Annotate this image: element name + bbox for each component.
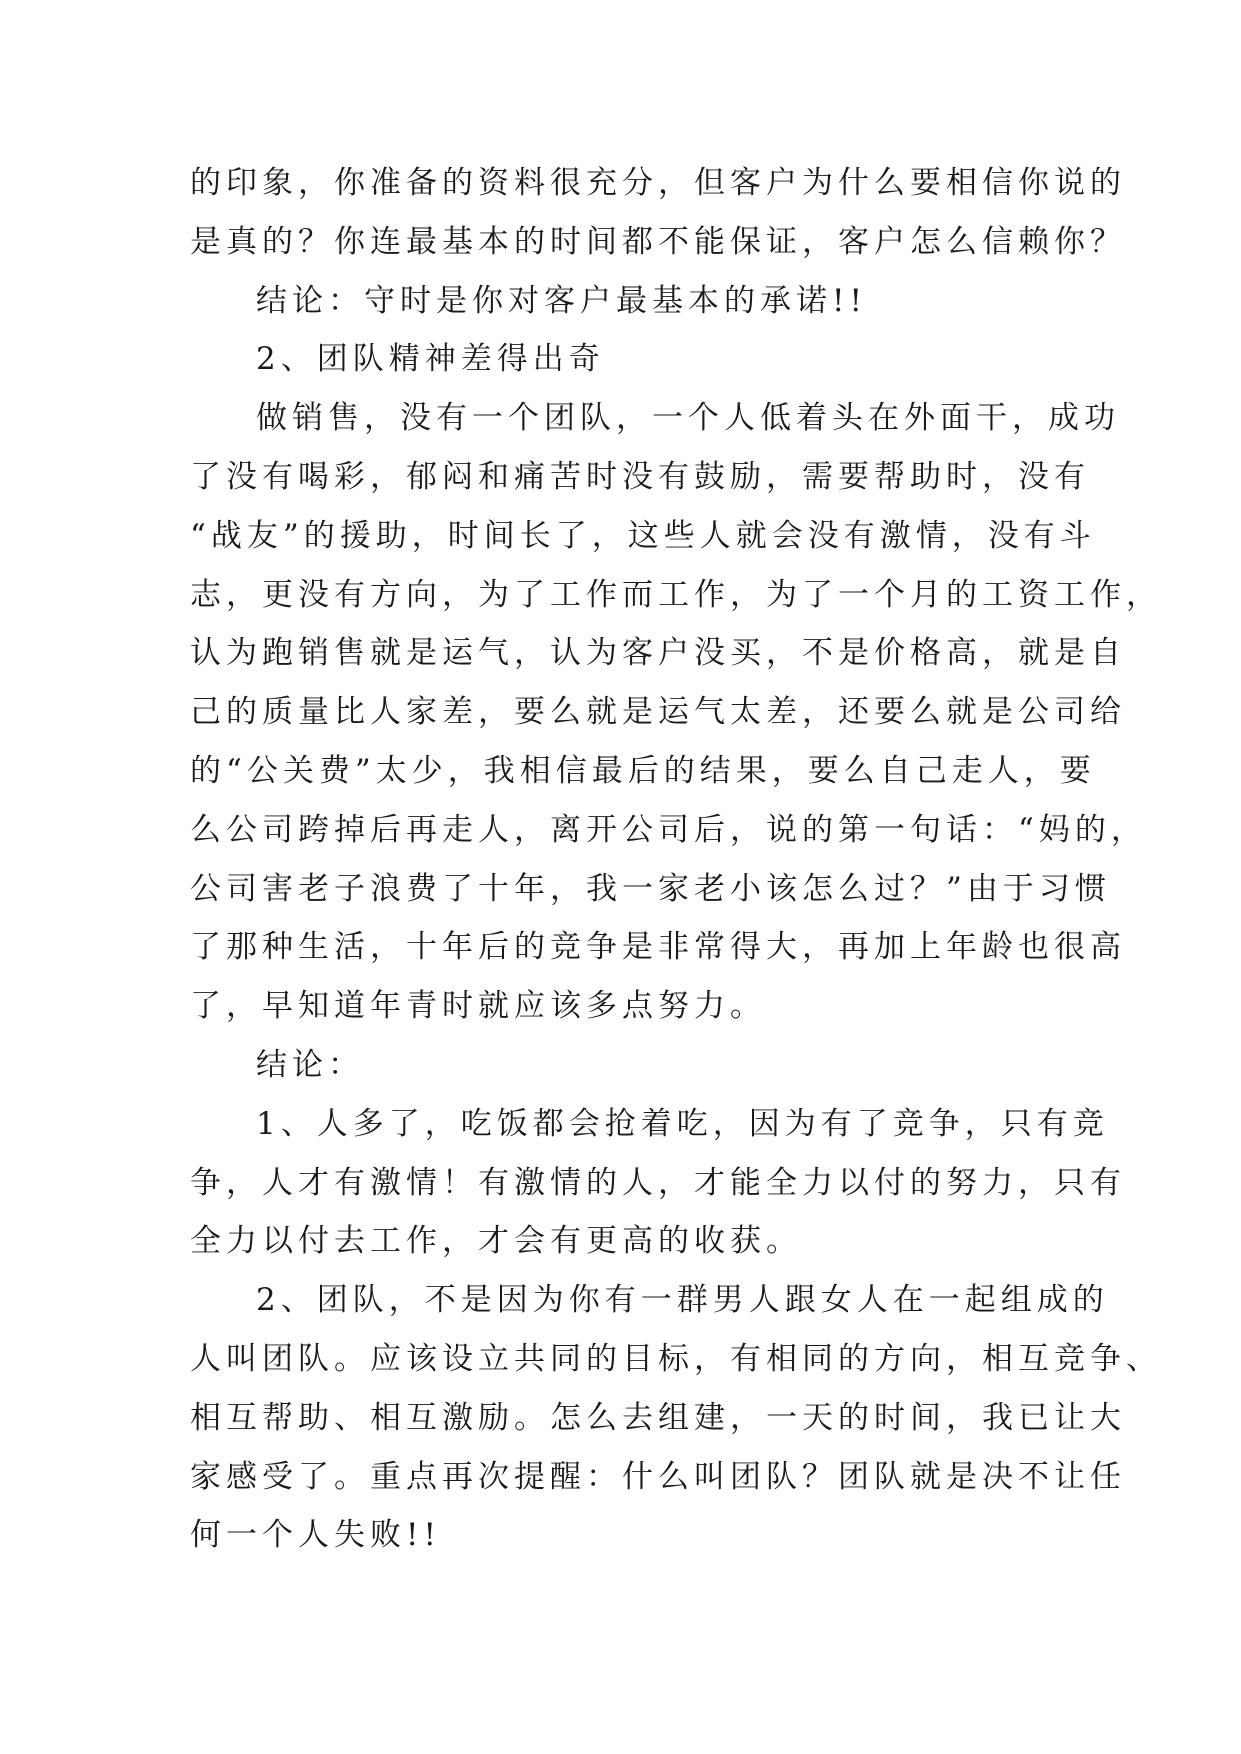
text-line: 争，人才有激情！有激情的人，才能全力以付的努力，只有 (190, 1164, 1126, 1201)
text-line: “战友”的援助，时间长了，这些人就会没有激情，没有斗 (190, 517, 1096, 554)
body-text (190, 154, 1162, 1565)
text-line: 的“公关费”太少，我相信最后的结果，要么自己走人，要 (190, 752, 1096, 789)
text-line: 相互帮助、相互激励。怎么去组建，一天的时间，我已让大 (190, 1399, 1126, 1436)
text-line: 是真的？你连最基本的时间都不能保证，客户怎么信赖你？ (190, 223, 1126, 260)
text-line: 2、团队精神差得出奇 (256, 341, 605, 378)
text-line: 结论：守时是你对客户最基本的承诺!! (256, 282, 867, 319)
text-line: 么公司跨掉后再走人，离开公司后，说的第一句话：“妈的， (190, 811, 1147, 848)
text-line: 了没有喝彩，郁闷和痛苦时没有鼓励，需要帮助时，没有 (190, 458, 1090, 495)
text-line: 结论： (256, 1046, 364, 1083)
text-line: 志，更没有方向，为了工作而工作，为了一个月的工资工作， (190, 576, 1162, 613)
text-line: 的印象，你准备的资料很充分，但客户为什么要相信你说的 (190, 165, 1126, 201)
text-line: 认为跑销售就是运气，认为客户没买，不是价格高，就是自 (190, 635, 1126, 672)
text-line: 家感受了。重点再次提醒：什么叫团队？团队就是决不让任 (190, 1458, 1126, 1495)
text-line: 1、人多了，吃饭都会抢着吃，因为有了竞争，只有竞 (256, 1105, 1109, 1142)
text-line: 了那种生活，十年后的竞争是非常得大，再加上年龄也很高 (190, 929, 1126, 966)
text-line: 己的质量比人家差，要么就是运气太差，还要么就是公司给 (190, 694, 1126, 731)
text-line: 人叫团队。应该设立共同的目标，有相同的方向，相互竞争、 (190, 1340, 1162, 1377)
text-line: 2、团队，不是因为你有一群男人跟女人在一起组成的 (256, 1282, 1109, 1319)
text-line: 公司害老子浪费了十年，我一家老小该怎么过？”由于习惯 (190, 870, 1111, 907)
text-line: 做销售，没有一个团队，一个人低着头在外面干，成功 (256, 400, 1120, 437)
text-line: 全力以付去工作，才会有更高的收获。 (190, 1223, 802, 1260)
text-line: 了，早知道年青时就应该多点努力。 (190, 988, 766, 1025)
text-line: 何一个人失败!! (190, 1517, 441, 1554)
